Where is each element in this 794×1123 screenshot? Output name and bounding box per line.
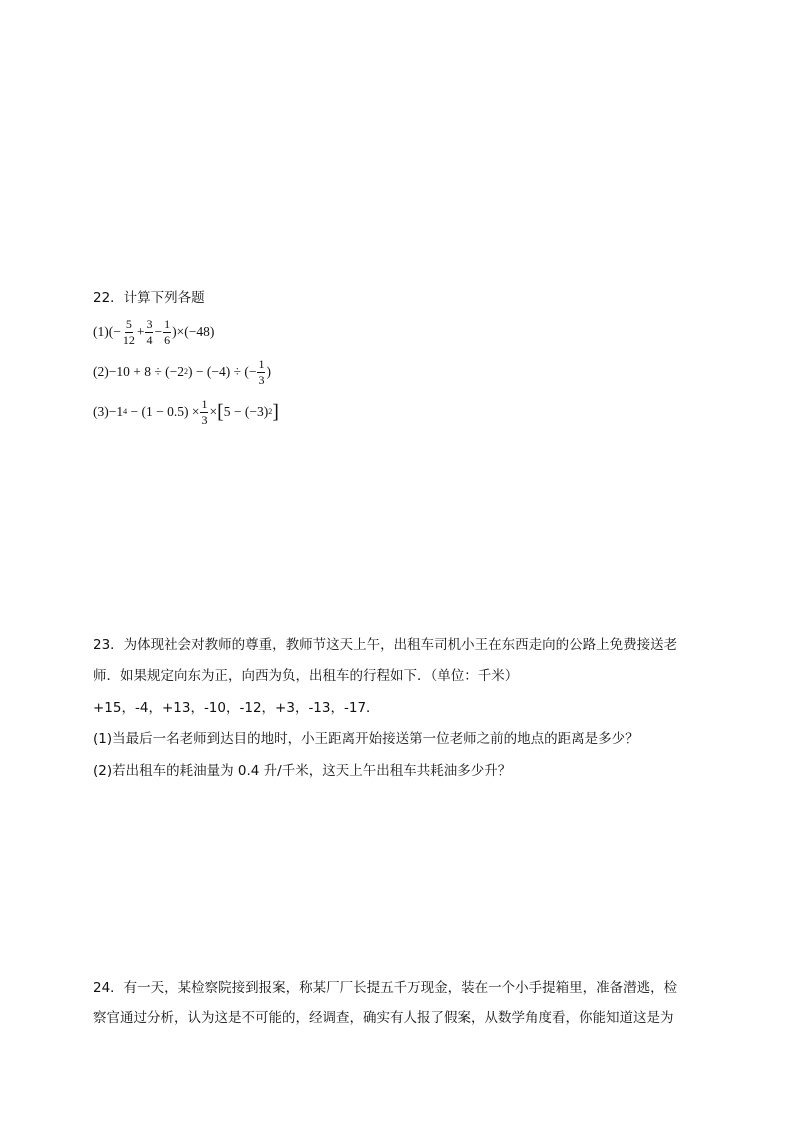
q22-p3-label: (3) <box>93 404 109 420</box>
q22-p3-inner: 5 − (−3) <box>223 404 269 420</box>
denominator: 3 <box>258 372 265 387</box>
denominator: 3 <box>201 412 208 427</box>
denominator: 6 <box>164 332 171 347</box>
q22-p1-open: (− <box>108 324 121 340</box>
times-sign: × <box>209 404 218 420</box>
denominator: 4 <box>146 332 153 347</box>
fraction <box>145 318 153 346</box>
numerator: 1 <box>258 357 265 371</box>
q22-title: 22．计算下列各题 <box>93 290 205 306</box>
numerator: 3 <box>146 317 153 331</box>
q23-line2: 师．如果规定向东为正，向西为负，出租车的行程如下．（单位：千米） <box>93 668 519 684</box>
q23-sub2: (2)若出租车的耗油量为 0.4 升/千米，这天上午出租车共耗油多少升？ <box>93 763 512 779</box>
q22-part1 <box>93 318 214 346</box>
q22-p1-label: (1) <box>93 324 109 340</box>
minus-sign: − <box>154 324 163 340</box>
q22-p1-tail: )×(−48) <box>172 324 215 340</box>
q22-p2-head: −10 + 8 ÷ (−2 <box>108 364 184 380</box>
left-bracket: [ <box>217 401 224 424</box>
q24-line1: 24．有一天，某检察院接到报案，称某厂厂长提五千万现金，装在一个小手提箱里，准备潜逃，检 <box>93 980 678 996</box>
exponent: 2 <box>184 367 188 377</box>
q22-p3-head: −1 <box>108 404 124 420</box>
exponent: 2 <box>268 407 273 417</box>
q22-p2-mid: ) − (−4) ÷ (− <box>188 364 257 380</box>
q22-p2-label: (2) <box>93 364 109 380</box>
q24-line2: 察官通过分析，认为这是不可能的，经调查，确实有人报了假案，从数学角度看，你能知道这是为 <box>93 1010 674 1026</box>
fraction <box>122 318 136 346</box>
q22-p2-tail: ) <box>266 364 271 380</box>
plus-sign: + <box>136 324 145 340</box>
q22-p3-mid: − (1 − 0.5) × <box>127 404 200 420</box>
numerator: 5 <box>125 317 132 331</box>
fraction <box>257 358 265 386</box>
fraction <box>200 398 208 426</box>
exponent: 4 <box>123 407 128 417</box>
q22-part3 <box>93 398 279 426</box>
denominator: 12 <box>122 332 135 347</box>
q23-data-line: +15，-4，+13，-10，-12，+3，-13，-17． <box>93 700 380 716</box>
right-bracket: ] <box>272 401 279 424</box>
fraction <box>163 318 171 346</box>
numerator: 1 <box>201 397 208 411</box>
q23-line1: 23．为体现社会对教师的尊重，教师节这天上午，出租车司机小王在东西走向的公路上免费接送老 <box>93 637 678 653</box>
q23-sub1: (1)当最后一名老师到达目的地时，小王距离开始接送第一位老师之前的地点的距离是多少？ <box>93 731 639 747</box>
numerator: 1 <box>164 317 171 331</box>
q22-part2 <box>93 358 271 386</box>
